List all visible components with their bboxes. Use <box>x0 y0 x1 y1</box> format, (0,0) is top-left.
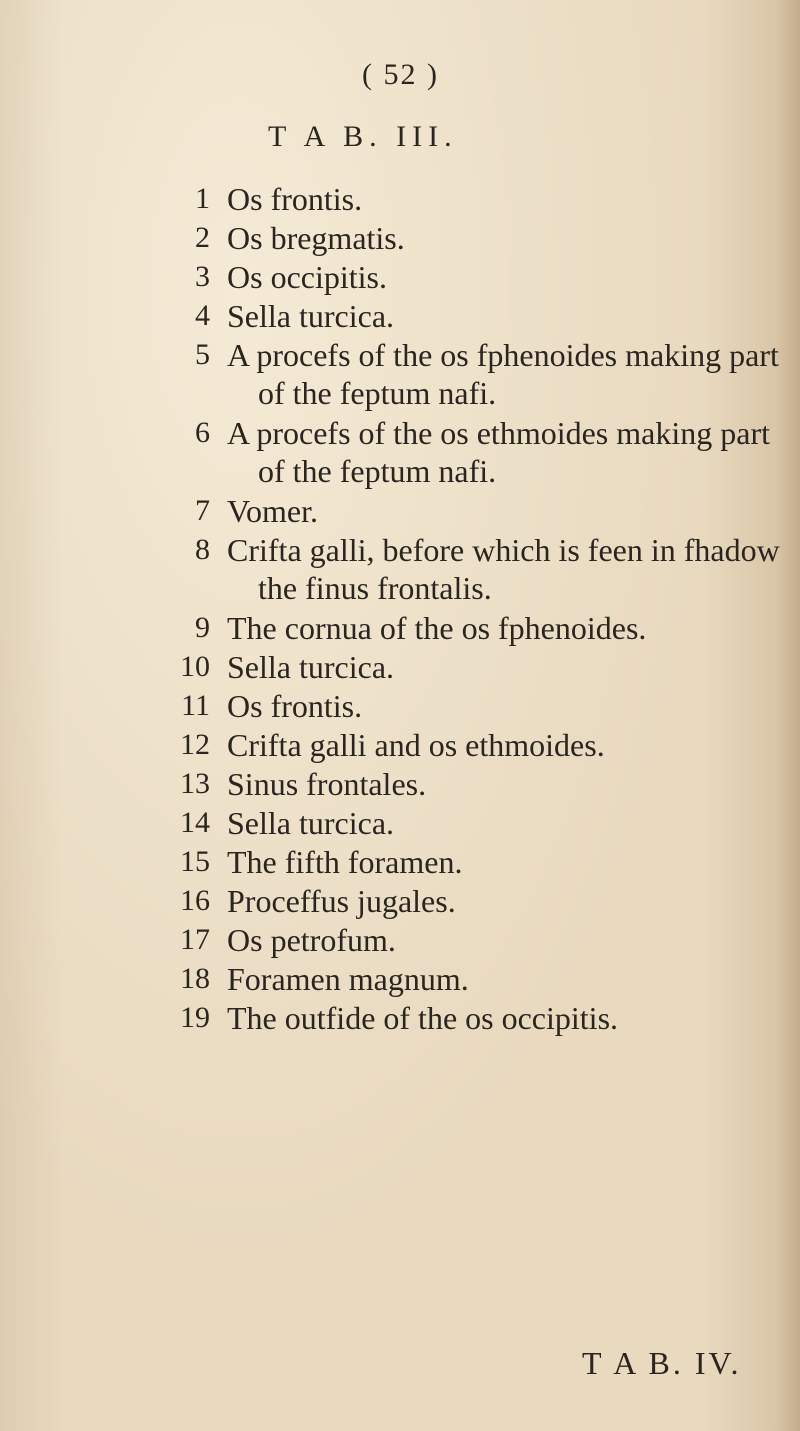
entry-number: 13 <box>180 767 210 800</box>
entry-continuation: the finus frontalis. <box>258 570 492 606</box>
entry-number: 8 <box>195 533 210 566</box>
entry-text: Sinus frontales. <box>227 766 427 802</box>
entry-text: A procefs of the os fphenoides making part <box>227 337 779 373</box>
page-number: ( 52 ) <box>362 58 439 91</box>
entry-text: Os occipitis. <box>227 259 387 295</box>
entry-text: Crifta galli and os ethmoides. <box>227 727 605 763</box>
entry-number: 2 <box>195 221 210 254</box>
entry-text: Sella turcica. <box>227 805 395 841</box>
entry-number: 16 <box>180 884 210 917</box>
entry-number: 6 <box>195 416 210 449</box>
entry-number: 4 <box>195 299 210 332</box>
entry-number: 17 <box>180 923 210 956</box>
entry-text: Os petrofum. <box>227 922 396 958</box>
entry-text: Os frontis. <box>227 181 363 217</box>
entry-text: Sella turcica. <box>227 649 395 685</box>
entry-number: 12 <box>180 728 210 761</box>
entry-text: Os bregmatis. <box>227 220 405 256</box>
entry-text: Foramen magnum. <box>227 961 469 997</box>
entry-number: 10 <box>180 650 210 683</box>
entry-text: Sella turcica. <box>227 298 395 334</box>
entry-number: 9 <box>195 611 210 644</box>
entry-text: Vomer. <box>227 493 318 529</box>
entry-text: The fifth foramen. <box>227 844 463 880</box>
entry-number: 14 <box>180 806 210 839</box>
entry-number: 15 <box>180 845 210 878</box>
entry-text: The cornua of the os fphenoides. <box>227 610 647 646</box>
entry-continuation: of the feptum nafi. <box>258 453 497 489</box>
entry-number: 7 <box>195 494 210 527</box>
entry-text: Os frontis. <box>227 688 363 724</box>
entry-number: 5 <box>195 338 210 371</box>
entry-continuation: of the feptum nafi. <box>258 375 497 411</box>
entry-text: A procefs of the os ethmoides making part <box>227 415 770 451</box>
entry-number: 3 <box>195 260 210 293</box>
entry-number: 19 <box>180 1001 210 1034</box>
entry-number: 11 <box>181 689 210 722</box>
entry-text: The outfide of the os occipitis. <box>227 1000 619 1036</box>
entry-text: Proceffus jugales. <box>227 883 456 919</box>
catchword: T A B. IV. <box>582 1345 742 1381</box>
entry-text: Crifta galli, before which is feen in fhadow <box>227 532 780 568</box>
plate-title: T A B. III. <box>268 120 458 153</box>
entry-number: 1 <box>195 182 210 215</box>
entry-number: 18 <box>180 962 210 995</box>
